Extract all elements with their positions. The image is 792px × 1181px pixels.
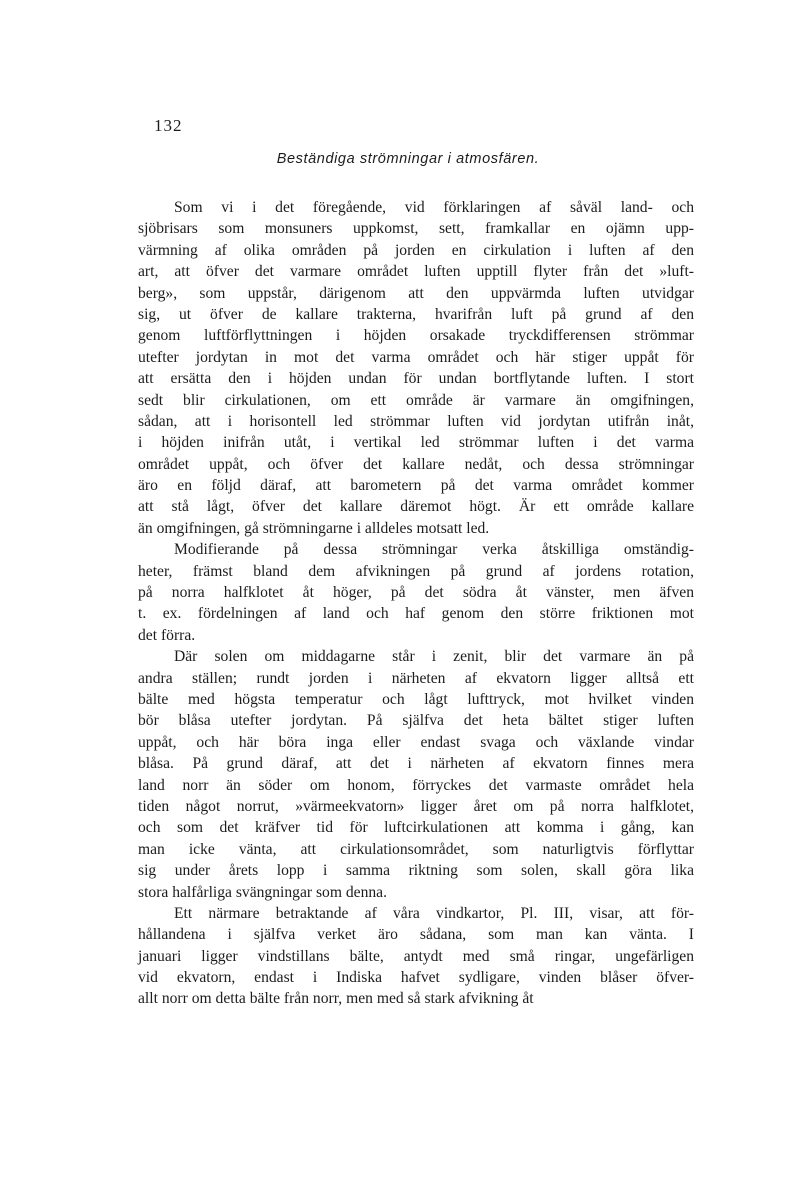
text-line: allt norr om detta bälte från norr, men med så stark afvikning åt: [138, 990, 534, 1008]
text-line: på norra halfklotet åt höger, på det södra åt vänster, men äfven: [138, 584, 694, 602]
paragraph: [138, 539, 694, 646]
text-line: genom luftförflyttningen i höjden orsakade tryckdifferensen strömmar: [138, 327, 694, 345]
text-line: land norr än söder om honom, förryckes det varmaste området hela: [138, 776, 694, 794]
text-line: att stå lågt, öfver det kallare däremot högt. Är ett område kallare: [138, 498, 694, 516]
text-line: att ersätta den i höjden undan för undan bortflytande luften. I stort: [138, 370, 694, 388]
text-line: stora halfårliga svängningar som denna.: [138, 883, 387, 901]
text-line: Modifierande på dessa strömningar verka åtskilliga omständig-: [174, 541, 694, 559]
text-line: sjöbrisars som monsuners uppkomst, sett, framkallar en ojämn upp-: [138, 220, 694, 238]
page-number: 132: [154, 116, 183, 135]
paragraph: [138, 646, 694, 903]
text-line: i höjden inifrån utåt, i vertikal led strömmar luften i det varma: [138, 434, 694, 452]
text-line: och som det kräfver tid för luftcirkulationen att komma i gång, kan: [138, 819, 694, 837]
text-line: sedt blir cirkulationen, om ett område är varmare än omgifningen,: [138, 391, 694, 409]
text-line: uppåt, och här böra inga eller endast svaga och växlande vindar: [138, 733, 694, 751]
text-line: art, att öfver det varmare området luften upptill flyter från det »luft-: [138, 263, 694, 281]
text-line: blåsa. På grund däraf, att det i närheten af ekvatorn finnes mera: [138, 755, 694, 773]
paragraph: [138, 903, 694, 1010]
text-line: det förra.: [138, 626, 196, 644]
section-heading: Beständiga strömningar i atmosfären.: [276, 151, 540, 167]
text-line: vid ekvatorn, endast i Indiska hafvet sydligare, vinden blåser öfver-: [138, 969, 694, 987]
text-line: utefter jordytan in mot det varma området och här stiger uppåt för: [138, 348, 694, 366]
text-line: sådan, att i horisontell led strömmar luften vid jordytan utifrån inåt,: [138, 412, 694, 430]
text-line: januari ligger vindstillans bälte, antydt med små ringar, ungefärligen: [138, 947, 694, 965]
text-line: sig under årets lopp i samma riktning som solen, skall göra lika: [138, 862, 694, 880]
paragraph: [138, 197, 694, 539]
text-line: hållandena i själfva verket äro sådana, som man kan vänta. I: [138, 926, 694, 944]
text-line: värmning af olika områden på jorden en cirkulation i luften af den: [138, 241, 694, 259]
text-line: Där solen om middagarne står i zenit, blir det varmare än på: [174, 648, 694, 666]
text-line: heter, främst bland dem afvikningen på grund af jordens rotation,: [138, 562, 694, 580]
text-line: berg», som uppstår, därigenom att den uppvärmda luften utvidgar: [138, 284, 694, 302]
text-line: än omgifningen, gå strömningarne i alldeles motsatt led.: [138, 519, 490, 537]
text-line: bälte med högsta temperatur och lågt lufttryck, mot hvilket vinden: [138, 690, 694, 708]
text-line: andra ställen; rundt jorden i närheten af ekvatorn ligger alltså ett: [138, 669, 694, 687]
text-line: Som vi i det föregående, vid förklaringen af såväl land- och: [174, 199, 694, 216]
body-text: [138, 197, 694, 1010]
text-line: t. ex. fördelningen af land och haf genom den större friktionen mot: [138, 605, 694, 623]
text-line: Ett närmare betraktande af våra vindkartor, Pl. III, visar, att för-: [174, 904, 694, 922]
text-line: bör blåsa utefter jordytan. På själfva det heta bältet stiger luften: [138, 712, 694, 730]
text-line: sig, ut öfver de kallare trakterna, hvarifrån luft på grund af den: [138, 305, 694, 323]
text-line: man icke vänta, att cirkulationsområdet, som naturligtvis förflyttar: [138, 840, 694, 858]
text-line: äro en följd däraf, att barometern på det varma området kommer: [138, 477, 694, 495]
text-line: tiden något norrut, »värmeekvatorn» ligger året om på norra halfklotet,: [138, 797, 694, 815]
text-line: området uppåt, och öfver det kallare nedåt, och dessa strömningar: [138, 455, 694, 473]
